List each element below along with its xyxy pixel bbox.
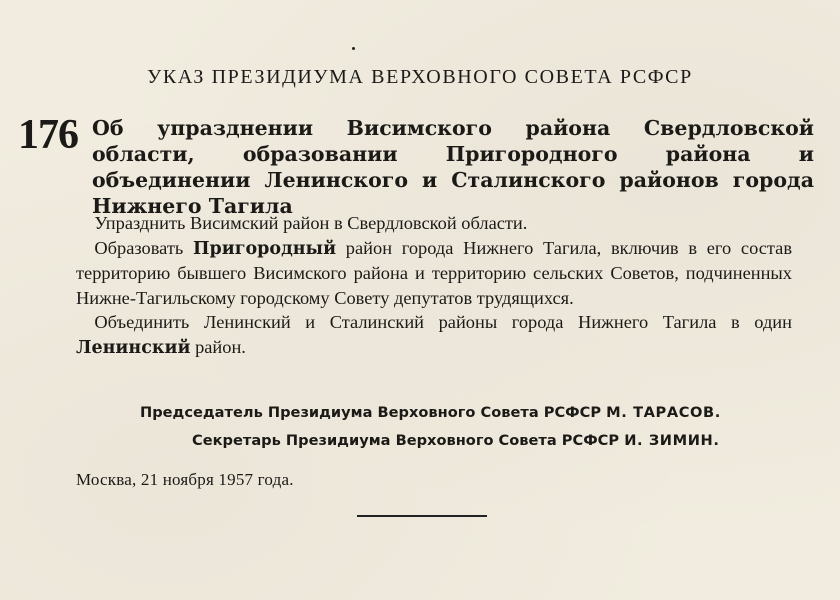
district-name-leninsky: Ленинский bbox=[76, 337, 191, 358]
paragraph-1-text: Упразднить Висимский район в Свердловской области. bbox=[94, 213, 528, 233]
end-divider bbox=[357, 515, 487, 517]
secretary-title: Секретарь Президиума Верховного Совета РСФСР bbox=[192, 432, 620, 449]
paragraph-3 bbox=[76, 310, 792, 360]
paragraph-1 bbox=[76, 211, 792, 236]
chairman-title: Председатель Президиума Верховного Совета РСФСР bbox=[140, 404, 602, 421]
print-speck bbox=[352, 47, 355, 50]
place-and-date: Москва, 21 ноября 1957 года. bbox=[76, 470, 294, 489]
paragraph-2 bbox=[76, 236, 792, 311]
document-number: 176 bbox=[18, 112, 78, 158]
secretary-signature bbox=[140, 427, 790, 455]
chairman-signature bbox=[140, 399, 790, 427]
district-name-prigorodny: Пригородный bbox=[193, 238, 337, 259]
secretary-name: И. ЗИМИН. bbox=[624, 432, 720, 449]
paragraph-2-start: Образовать bbox=[94, 237, 194, 258]
chairman-name: М. ТАРАСОВ. bbox=[606, 404, 721, 421]
paragraph-3-rest: район. bbox=[190, 336, 246, 357]
signature-block bbox=[140, 399, 790, 455]
decree-heading: УКАЗ ПРЕЗИДИУМА ВЕРХОВНОГО СОВЕТА РСФСР bbox=[147, 66, 693, 88]
document-title: Об упразднении Висимского района Свердловской области, образовании Пригородного района и объединении Ленинского и Сталинского районов города Нижнего Тагила bbox=[92, 116, 814, 218]
paragraph-3-start: Объединить Ленинский и Сталинский районы города Нижнего Тагила в один bbox=[94, 312, 792, 332]
decree-body bbox=[76, 211, 792, 360]
paragraph-2-rest: район города Нижнего Тагила, включив в его состав территорию бывшего Висимского района и территорию сельских Советов, подчиненных Нижне-Тагильскому городскому Совету депутатов трудящихся. bbox=[76, 237, 793, 308]
